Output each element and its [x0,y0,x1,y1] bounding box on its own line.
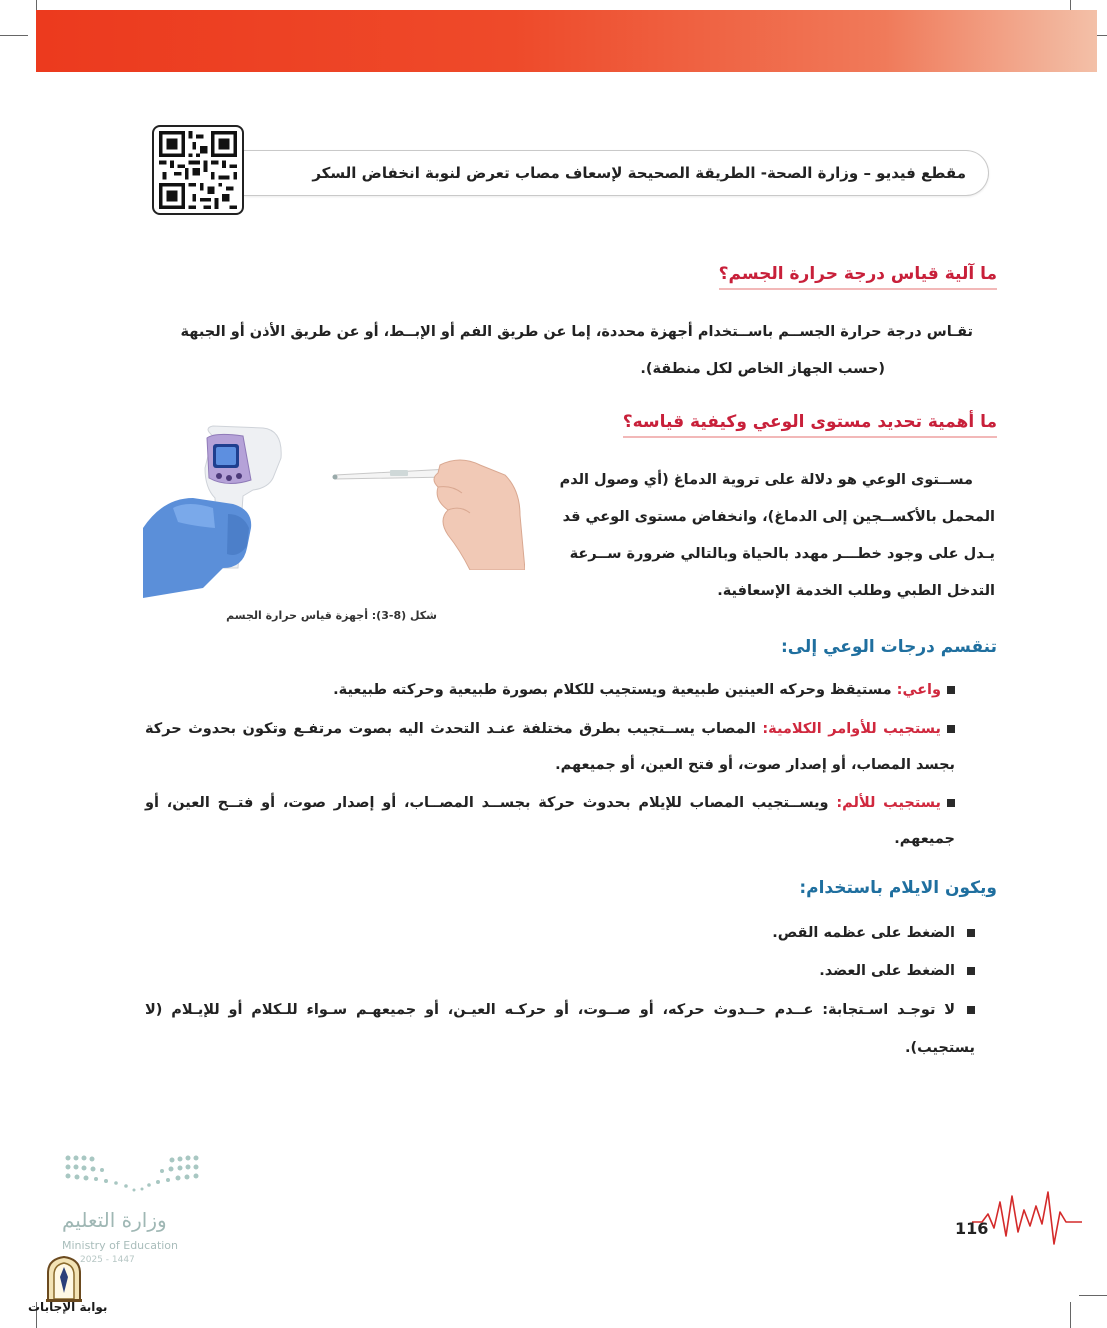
bullet-square-icon [967,929,975,937]
paragraph-line: يـدل على وجود خطـــر مهدد بالحياة وبالتالي ضرورة ســرعة [569,546,995,562]
temperature-paragraph [145,314,995,388]
paragraph-line: تقـاس درجة حرارة الجســم باســتخدام أجهزة محددة، إما عن طريق الفم أو الإبــط، أو عن طريق الأذن أو الجبهة [180,324,973,340]
bullet-text: لا توجـد اسـتجابة: عــدم حــدوث حركه، أو صــوت، أو حركـه العيـن، أو جميعهـم سـواء للـكلام أو للإيـلام (لا يستجيب). [145,1002,975,1056]
list-item [145,952,975,990]
crop-mark [1079,1295,1107,1296]
qr-code[interactable] [152,125,244,215]
infrared-thermometer-image [143,418,330,598]
top-banner [36,10,1097,72]
bullet-term: واعي: [896,682,941,698]
crop-mark [0,35,28,36]
bullet-text: ويســتجيب المصاب للإيلام بحدوث حركة بجســد المصــاب، أو إصدار صوت، أو فتــح العين، أو جميعهم. [145,795,955,847]
section-heading-consciousness-levels: تنقسم درجات الوعي إلى: [780,637,997,657]
crop-mark [1070,1302,1071,1328]
paragraph-line: مســتوى الوعي هو دلالة على تروية الدماغ (أي وصول الدم [559,472,973,488]
qr-code-icon [158,131,238,209]
bullet-square-icon [947,799,955,807]
video-link-text: مقطع فيديو – وزارة الصحة- الطريقة الصحيحة لإسعاف مصاب تعرض لنوبة انخفاض السكر [312,164,966,182]
bullet-square-icon [967,967,975,975]
section-heading-pain-stimulus: ويكون الايلام باستخدام: [799,878,997,898]
bullet-term: يستجيب للأوامر الكلامية: [762,721,941,737]
bullet-square-icon [967,1006,975,1014]
paragraph-line: التدخل الطبي وطلب الخدمة الإسعافية. [717,583,995,599]
paragraph-line: (حسب الجهاز الخاص لكل منطقة). [640,361,885,377]
paragraph-line: المحمل بالأكســجين إلى الدماغ)، وانخفاض مستوى الوعي قد [562,509,995,525]
section-heading-temperature: ما آلية قياس درجة حرارة الجسم؟ [719,264,997,290]
watermark-logo-icon [42,1255,86,1303]
ministry-year: 2025 - 1447 [80,1255,135,1265]
section-heading-consciousness: ما أهمية تحديد مستوى الوعي وكيفية قياسه؟ [623,412,997,438]
bullet-text: الضغط على عظمه القص. [772,925,955,941]
consciousness-paragraph [540,462,995,610]
watermark-text: بوابة الإجابات [28,1300,108,1314]
ministry-name-arabic: وزارة التعليم [62,1208,167,1232]
bullet-term: يستجيب للألم: [836,795,942,811]
bullet-text: المصاب يســتجيب بطرق مختلفة عنـد التحدث اليه بصوت مرتفـع وتكون بحدوث حركة بجسد المصاب، أو إصدار صوت، أو فتح العين، أو جميعهم. [145,721,955,773]
figure-caption: شكل (8-3): أجهزة قياس حرارة الجسم [226,609,437,622]
bullet-text: الضغط على العضد. [819,963,955,979]
list-item [145,672,955,708]
ministry-logo-dots-icon [62,1152,202,1198]
video-link-banner[interactable] [244,150,989,196]
bullet-text: مستيقظ وحركه العينين طبيعية ويستجيب للكلام بصورة طبيعية وحركته طبيعية. [333,682,897,698]
list-item [145,991,975,1067]
page-number: 116 [955,1219,989,1238]
digital-thermometer-image [330,455,525,570]
bullet-square-icon [947,686,955,694]
ministry-name-english: Ministry of Education [62,1239,179,1252]
list-item [145,914,975,952]
list-item [145,711,955,783]
list-item [145,785,955,857]
heartbeat-pulse-icon [972,1188,1082,1248]
bullet-square-icon [947,725,955,733]
